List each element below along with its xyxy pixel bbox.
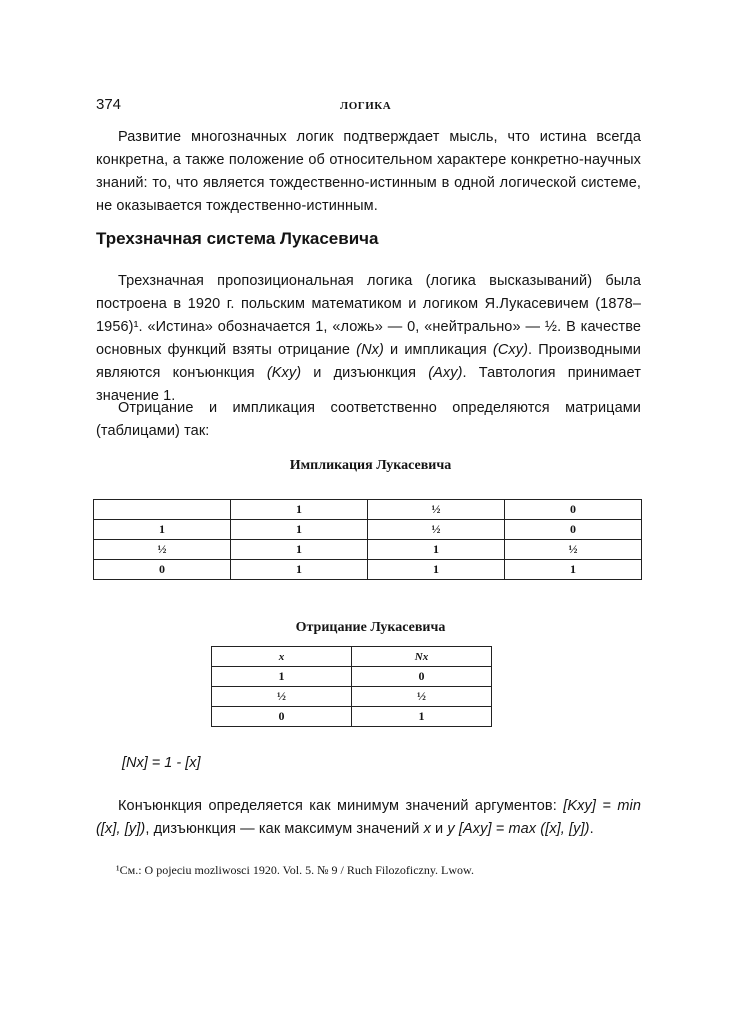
p4-text-1: Конъюнкция определяется как минимум значений аргументов: <box>118 798 564 814</box>
table-cell: ½ <box>94 540 231 560</box>
table-row <box>212 667 492 687</box>
table-cell: 1 <box>212 667 352 687</box>
page-number: 374 <box>96 96 122 113</box>
footnote: ¹См.: O pojeciu mozliwosci 1920. Vol. 5. № 9 / Ruch Filozoficzny. Lwow. <box>116 863 474 877</box>
table-header-cell: x <box>212 647 352 667</box>
paragraph-matrices <box>96 397 641 443</box>
table-cell: 0 <box>212 707 352 727</box>
table-cell: ½ <box>368 500 505 520</box>
table-cell: 1 <box>368 560 505 580</box>
p4-y: y <box>447 821 455 837</box>
table-cell: ½ <box>212 687 352 707</box>
negation-formula: [Nx] = 1 - [x] <box>122 755 201 771</box>
table-cell: 1 <box>352 707 492 727</box>
p2-kxy: (Kxy) <box>266 365 302 381</box>
table-cell: 0 <box>352 667 492 687</box>
table-cell: 1 <box>231 520 368 540</box>
p2-nx: (Nx) <box>356 342 384 358</box>
paragraph-intro <box>96 126 641 218</box>
table-row <box>212 687 492 707</box>
table-cell: 0 <box>505 500 642 520</box>
table-header-row <box>212 647 492 667</box>
table-cell: 1 <box>94 520 231 540</box>
implication-caption: Импликация Лукасевича <box>289 458 452 473</box>
table-cell: 0 <box>505 520 642 540</box>
p4-kxy-def: [Kxy] = min ([x], [y]) <box>96 798 641 837</box>
paragraph-intro-text: Развитие многозначных логик подтверждает мысль, что истина всегда конкретна, а также положение об относительном характере конкретно-научных знаний: то, что является тождественно-истинным в одной логической системе, не оказывается тождественно-истинным. <box>96 129 641 214</box>
table-cell: 1 <box>368 540 505 560</box>
p2-axy: (Axy) <box>428 365 463 381</box>
table-cell: 0 <box>94 560 231 580</box>
table-cell: 1 <box>231 560 368 580</box>
p4-text-3: и <box>430 821 448 837</box>
implication-table <box>93 499 642 580</box>
table-row <box>212 707 492 727</box>
table-cell: ½ <box>368 520 505 540</box>
p2-text-3: . Производными являются конъюнкция <box>96 342 642 381</box>
table-cell: ½ <box>505 540 642 560</box>
p2-text-1: Трехзначная пропозициональная логика (логика высказываний) была построена в 1920 г. польским математиком и логиком Я.Лукасевичем (1878–1956)¹. «Истина» обозначается 1, «ложь» — 0, «нейтрально» — ½. В качестве основных функций взяты отрицание <box>96 273 641 358</box>
p4-axy-def: [Axy] = max ([x], [y]) <box>458 821 590 837</box>
table-cell <box>94 500 231 520</box>
p4-x: x <box>423 821 431 837</box>
p2-text-5: . Тавтология принимает значение 1. <box>96 365 641 404</box>
paragraph-lukasiewicz <box>96 270 641 408</box>
table-row <box>94 560 642 580</box>
table-row <box>94 540 642 560</box>
p4-text-2: , дизъюнкция — как максимум значений <box>145 821 424 837</box>
table-row <box>94 500 642 520</box>
p2-text-4: и дизъюнкция <box>301 365 429 381</box>
negation-caption: Отрицание Лукасевича <box>295 620 446 635</box>
table-cell: 1 <box>231 540 368 560</box>
table-row <box>94 520 642 540</box>
table-cell: 1 <box>505 560 642 580</box>
section-title: Трехзначная система Лукасевича <box>96 229 379 248</box>
table-header-cell: Nx <box>352 647 492 667</box>
p4-text-5: . <box>589 821 594 837</box>
table-cell: ½ <box>352 687 492 707</box>
running-head: ЛОГИКА <box>340 100 392 112</box>
table-cell: 1 <box>231 500 368 520</box>
p2-cxy: (Cxy) <box>492 342 529 358</box>
paragraph-matrices-text: Отрицание и импликация соответственно определяются матрицами (таблицами) так: <box>96 400 641 439</box>
paragraph-conjunction <box>96 795 641 841</box>
negation-table <box>211 646 492 727</box>
p2-text-2: и импликация <box>383 342 493 358</box>
